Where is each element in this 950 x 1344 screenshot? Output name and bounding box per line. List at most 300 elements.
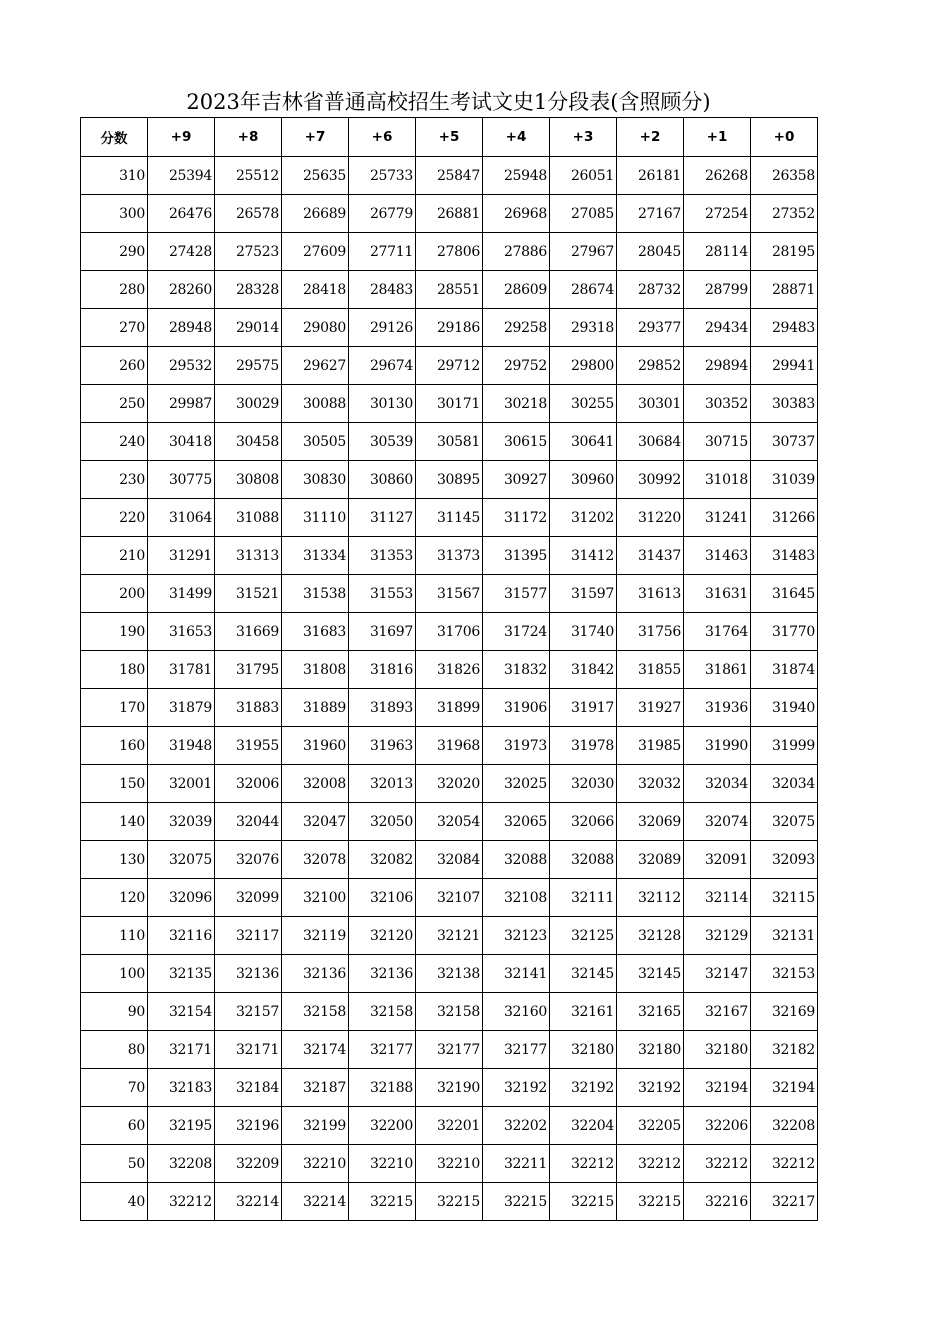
cumulative-count-cell: 29014 — [215, 309, 282, 347]
cumulative-count-cell: 32212 — [617, 1145, 684, 1183]
column-header: +3 — [550, 118, 617, 157]
cumulative-count-cell: 32136 — [282, 955, 349, 993]
cumulative-count-cell: 27085 — [550, 195, 617, 233]
cumulative-count-cell: 32006 — [215, 765, 282, 803]
cumulative-count-cell: 32069 — [617, 803, 684, 841]
cumulative-count-cell: 32188 — [349, 1069, 416, 1107]
cumulative-count-cell: 32054 — [416, 803, 483, 841]
cumulative-count-cell: 32212 — [148, 1183, 215, 1221]
cumulative-count-cell: 31395 — [483, 537, 550, 575]
cumulative-count-cell: 31538 — [282, 575, 349, 613]
table-row — [81, 1107, 818, 1145]
cumulative-count-cell: 32131 — [751, 917, 818, 955]
cumulative-count-cell: 32158 — [282, 993, 349, 1031]
cumulative-count-cell: 32167 — [684, 993, 751, 1031]
cumulative-count-cell: 32177 — [483, 1031, 550, 1069]
cumulative-count-cell: 32089 — [617, 841, 684, 879]
table-row — [81, 689, 818, 727]
cumulative-count-cell: 32013 — [349, 765, 416, 803]
table-row — [81, 1145, 818, 1183]
cumulative-count-cell: 32025 — [483, 765, 550, 803]
cumulative-count-cell: 31521 — [215, 575, 282, 613]
score-cell: 250 — [81, 385, 148, 423]
cumulative-count-cell: 32204 — [550, 1107, 617, 1145]
cumulative-count-cell: 32121 — [416, 917, 483, 955]
cumulative-count-cell: 29532 — [148, 347, 215, 385]
cumulative-count-cell: 32202 — [483, 1107, 550, 1145]
cumulative-count-cell: 32106 — [349, 879, 416, 917]
cumulative-count-cell: 28195 — [751, 233, 818, 271]
cumulative-count-cell: 29377 — [617, 309, 684, 347]
column-header: +5 — [416, 118, 483, 157]
cumulative-count-cell: 32123 — [483, 917, 550, 955]
column-header: +8 — [215, 118, 282, 157]
cumulative-count-cell: 32214 — [282, 1183, 349, 1221]
cumulative-count-cell: 32182 — [751, 1031, 818, 1069]
cumulative-count-cell: 32194 — [684, 1069, 751, 1107]
score-cell: 50 — [81, 1145, 148, 1183]
cumulative-count-cell: 31613 — [617, 575, 684, 613]
score-cell: 100 — [81, 955, 148, 993]
cumulative-count-cell: 31577 — [483, 575, 550, 613]
cumulative-count-cell: 30218 — [483, 385, 550, 423]
score-table — [80, 117, 818, 1221]
cumulative-count-cell: 31291 — [148, 537, 215, 575]
table-row — [81, 1031, 818, 1069]
cumulative-count-cell: 26689 — [282, 195, 349, 233]
cumulative-count-cell: 30029 — [215, 385, 282, 423]
cumulative-count-cell: 31353 — [349, 537, 416, 575]
cumulative-count-cell: 31889 — [282, 689, 349, 727]
table-row — [81, 1069, 818, 1107]
cumulative-count-cell: 28328 — [215, 271, 282, 309]
cumulative-count-cell: 32008 — [282, 765, 349, 803]
cumulative-count-cell: 32099 — [215, 879, 282, 917]
cumulative-count-cell: 31631 — [684, 575, 751, 613]
cumulative-count-cell: 32212 — [550, 1145, 617, 1183]
cumulative-count-cell: 32136 — [215, 955, 282, 993]
cumulative-count-cell: 31826 — [416, 651, 483, 689]
cumulative-count-cell: 31968 — [416, 727, 483, 765]
table-row — [81, 841, 818, 879]
cumulative-count-cell: 32165 — [617, 993, 684, 1031]
score-cell: 130 — [81, 841, 148, 879]
cumulative-count-cell: 32192 — [617, 1069, 684, 1107]
cumulative-count-cell: 29126 — [349, 309, 416, 347]
cumulative-count-cell: 30352 — [684, 385, 751, 423]
cumulative-count-cell: 32161 — [550, 993, 617, 1031]
score-cell: 280 — [81, 271, 148, 309]
column-header: +6 — [349, 118, 416, 157]
cumulative-count-cell: 30458 — [215, 423, 282, 461]
cumulative-count-cell: 32160 — [483, 993, 550, 1031]
column-header: +9 — [148, 118, 215, 157]
cumulative-count-cell: 32078 — [282, 841, 349, 879]
cumulative-count-cell: 31874 — [751, 651, 818, 689]
cumulative-count-cell: 32171 — [215, 1031, 282, 1069]
cumulative-count-cell: 32195 — [148, 1107, 215, 1145]
score-cell: 150 — [81, 765, 148, 803]
header-row — [81, 118, 818, 157]
cumulative-count-cell: 32154 — [148, 993, 215, 1031]
table-row — [81, 347, 818, 385]
cumulative-count-cell: 31893 — [349, 689, 416, 727]
cumulative-count-cell: 32214 — [215, 1183, 282, 1221]
page-title: 2023年吉林省普通高校招生考试文史1分段表(含照顾分) — [186, 90, 711, 114]
cumulative-count-cell: 29186 — [416, 309, 483, 347]
cumulative-count-cell: 32192 — [483, 1069, 550, 1107]
cumulative-count-cell: 32125 — [550, 917, 617, 955]
cumulative-count-cell: 26881 — [416, 195, 483, 233]
cumulative-count-cell: 31683 — [282, 613, 349, 651]
cumulative-count-cell: 30830 — [282, 461, 349, 499]
cumulative-count-cell: 32200 — [349, 1107, 416, 1145]
cumulative-count-cell: 28871 — [751, 271, 818, 309]
cumulative-count-cell: 28609 — [483, 271, 550, 309]
cumulative-count-cell: 32114 — [684, 879, 751, 917]
cumulative-count-cell: 32115 — [751, 879, 818, 917]
table-row — [81, 385, 818, 423]
cumulative-count-cell: 29800 — [550, 347, 617, 385]
score-cell: 70 — [81, 1069, 148, 1107]
cumulative-count-cell: 32158 — [416, 993, 483, 1031]
score-cell: 210 — [81, 537, 148, 575]
score-cell: 200 — [81, 575, 148, 613]
cumulative-count-cell: 27609 — [282, 233, 349, 271]
score-cell: 60 — [81, 1107, 148, 1145]
score-cell: 170 — [81, 689, 148, 727]
cumulative-count-cell: 28799 — [684, 271, 751, 309]
table-row — [81, 537, 818, 575]
cumulative-count-cell: 32215 — [416, 1183, 483, 1221]
cumulative-count-cell: 31756 — [617, 613, 684, 651]
table-row — [81, 879, 818, 917]
cumulative-count-cell: 32145 — [550, 955, 617, 993]
cumulative-count-cell: 27352 — [751, 195, 818, 233]
cumulative-count-cell: 32030 — [550, 765, 617, 803]
cumulative-count-cell: 29258 — [483, 309, 550, 347]
cumulative-count-cell: 32192 — [550, 1069, 617, 1107]
table-row — [81, 423, 818, 461]
cumulative-count-cell: 31940 — [751, 689, 818, 727]
cumulative-count-cell: 29575 — [215, 347, 282, 385]
cumulative-count-cell: 31963 — [349, 727, 416, 765]
cumulative-count-cell: 32117 — [215, 917, 282, 955]
cumulative-count-cell: 32034 — [684, 765, 751, 803]
column-header: +7 — [282, 118, 349, 157]
cumulative-count-cell: 27254 — [684, 195, 751, 233]
cumulative-count-cell: 27806 — [416, 233, 483, 271]
cumulative-count-cell: 26358 — [751, 157, 818, 195]
table-body — [81, 157, 818, 1221]
cumulative-count-cell: 32111 — [550, 879, 617, 917]
cumulative-count-cell: 31706 — [416, 613, 483, 651]
cumulative-count-cell: 32177 — [349, 1031, 416, 1069]
score-cell: 220 — [81, 499, 148, 537]
table-row — [81, 271, 818, 309]
cumulative-count-cell: 26578 — [215, 195, 282, 233]
score-cell: 110 — [81, 917, 148, 955]
cumulative-count-cell: 32210 — [349, 1145, 416, 1183]
cumulative-count-cell: 29318 — [550, 309, 617, 347]
cumulative-count-cell: 29712 — [416, 347, 483, 385]
cumulative-count-cell: 31740 — [550, 613, 617, 651]
cumulative-count-cell: 30808 — [215, 461, 282, 499]
cumulative-count-cell: 29434 — [684, 309, 751, 347]
table-row — [81, 765, 818, 803]
cumulative-count-cell: 26181 — [617, 157, 684, 195]
cumulative-count-cell: 30860 — [349, 461, 416, 499]
table-row — [81, 195, 818, 233]
cumulative-count-cell: 31266 — [751, 499, 818, 537]
table-row — [81, 575, 818, 613]
cumulative-count-cell: 26476 — [148, 195, 215, 233]
cumulative-count-cell: 31553 — [349, 575, 416, 613]
cumulative-count-cell: 32116 — [148, 917, 215, 955]
cumulative-count-cell: 32082 — [349, 841, 416, 879]
cumulative-count-cell: 32147 — [684, 955, 751, 993]
cumulative-count-cell: 30775 — [148, 461, 215, 499]
cumulative-count-cell: 28260 — [148, 271, 215, 309]
cumulative-count-cell: 31483 — [751, 537, 818, 575]
cumulative-count-cell: 31039 — [751, 461, 818, 499]
cumulative-count-cell: 30301 — [617, 385, 684, 423]
cumulative-count-cell: 29987 — [148, 385, 215, 423]
score-cell: 300 — [81, 195, 148, 233]
cumulative-count-cell: 31978 — [550, 727, 617, 765]
cumulative-count-cell: 32128 — [617, 917, 684, 955]
score-cell: 230 — [81, 461, 148, 499]
cumulative-count-cell: 31948 — [148, 727, 215, 765]
cumulative-count-cell: 32212 — [751, 1145, 818, 1183]
cumulative-count-cell: 32171 — [148, 1031, 215, 1069]
cumulative-count-cell: 30171 — [416, 385, 483, 423]
cumulative-count-cell: 32212 — [684, 1145, 751, 1183]
cumulative-count-cell: 25394 — [148, 157, 215, 195]
cumulative-count-cell: 32210 — [282, 1145, 349, 1183]
cumulative-count-cell: 32075 — [148, 841, 215, 879]
cumulative-count-cell: 32157 — [215, 993, 282, 1031]
cumulative-count-cell: 31499 — [148, 575, 215, 613]
cumulative-count-cell: 31764 — [684, 613, 751, 651]
cumulative-count-cell: 32107 — [416, 879, 483, 917]
cumulative-count-cell: 25847 — [416, 157, 483, 195]
cumulative-count-cell: 32180 — [550, 1031, 617, 1069]
cumulative-count-cell: 31018 — [684, 461, 751, 499]
cumulative-count-cell: 32044 — [215, 803, 282, 841]
score-cell: 140 — [81, 803, 148, 841]
cumulative-count-cell: 32088 — [483, 841, 550, 879]
cumulative-count-cell: 27967 — [550, 233, 617, 271]
cumulative-count-cell: 32141 — [483, 955, 550, 993]
cumulative-count-cell: 30684 — [617, 423, 684, 461]
cumulative-count-cell: 32153 — [751, 955, 818, 993]
cumulative-count-cell: 32217 — [751, 1183, 818, 1221]
table-row — [81, 955, 818, 993]
cumulative-count-cell: 29674 — [349, 347, 416, 385]
score-cell: 310 — [81, 157, 148, 195]
cumulative-count-cell: 31770 — [751, 613, 818, 651]
cumulative-count-cell: 32138 — [416, 955, 483, 993]
cumulative-count-cell: 32206 — [684, 1107, 751, 1145]
cumulative-count-cell: 29752 — [483, 347, 550, 385]
cumulative-count-cell: 31960 — [282, 727, 349, 765]
cumulative-count-cell: 32183 — [148, 1069, 215, 1107]
cumulative-count-cell: 32020 — [416, 765, 483, 803]
table-row — [81, 613, 818, 651]
cumulative-count-cell: 27428 — [148, 233, 215, 271]
cumulative-count-cell: 32177 — [416, 1031, 483, 1069]
cumulative-count-cell: 31990 — [684, 727, 751, 765]
cumulative-count-cell: 28114 — [684, 233, 751, 271]
table-row — [81, 157, 818, 195]
cumulative-count-cell: 27523 — [215, 233, 282, 271]
column-header: +0 — [751, 118, 818, 157]
cumulative-count-cell: 25512 — [215, 157, 282, 195]
cumulative-count-cell: 31172 — [483, 499, 550, 537]
cumulative-count-cell: 28948 — [148, 309, 215, 347]
cumulative-count-cell: 29627 — [282, 347, 349, 385]
cumulative-count-cell: 29080 — [282, 309, 349, 347]
cumulative-count-cell: 29894 — [684, 347, 751, 385]
cumulative-count-cell: 31724 — [483, 613, 550, 651]
cumulative-count-cell: 31899 — [416, 689, 483, 727]
cumulative-count-cell: 32001 — [148, 765, 215, 803]
cumulative-count-cell: 31781 — [148, 651, 215, 689]
cumulative-count-cell: 32216 — [684, 1183, 751, 1221]
cumulative-count-cell: 31110 — [282, 499, 349, 537]
cumulative-count-cell: 32209 — [215, 1145, 282, 1183]
cumulative-count-cell: 31795 — [215, 651, 282, 689]
cumulative-count-cell: 29483 — [751, 309, 818, 347]
cumulative-count-cell: 31127 — [349, 499, 416, 537]
cumulative-count-cell: 28674 — [550, 271, 617, 309]
cumulative-count-cell: 32187 — [282, 1069, 349, 1107]
cumulative-count-cell: 31373 — [416, 537, 483, 575]
cumulative-count-cell: 31855 — [617, 651, 684, 689]
table-row — [81, 727, 818, 765]
score-cell: 260 — [81, 347, 148, 385]
cumulative-count-cell: 32050 — [349, 803, 416, 841]
cumulative-count-cell: 31241 — [684, 499, 751, 537]
cumulative-count-cell: 31955 — [215, 727, 282, 765]
cumulative-count-cell: 30992 — [617, 461, 684, 499]
table-row — [81, 233, 818, 271]
cumulative-count-cell: 32129 — [684, 917, 751, 955]
cumulative-count-cell: 32084 — [416, 841, 483, 879]
cumulative-count-cell: 32034 — [751, 765, 818, 803]
cumulative-count-cell: 32215 — [617, 1183, 684, 1221]
cumulative-count-cell: 26968 — [483, 195, 550, 233]
cumulative-count-cell: 32039 — [148, 803, 215, 841]
cumulative-count-cell: 32158 — [349, 993, 416, 1031]
cumulative-count-cell: 31985 — [617, 727, 684, 765]
cumulative-count-cell: 31220 — [617, 499, 684, 537]
score-cell: 160 — [81, 727, 148, 765]
cumulative-count-cell: 30960 — [550, 461, 617, 499]
cumulative-count-cell: 31463 — [684, 537, 751, 575]
cumulative-count-cell: 32180 — [617, 1031, 684, 1069]
cumulative-count-cell: 30927 — [483, 461, 550, 499]
cumulative-count-cell: 32076 — [215, 841, 282, 879]
cumulative-count-cell: 32205 — [617, 1107, 684, 1145]
table-row — [81, 309, 818, 347]
cumulative-count-cell: 32032 — [617, 765, 684, 803]
score-cell: 80 — [81, 1031, 148, 1069]
cumulative-count-cell: 32075 — [751, 803, 818, 841]
cumulative-count-cell: 31879 — [148, 689, 215, 727]
cumulative-count-cell: 27167 — [617, 195, 684, 233]
table-row — [81, 993, 818, 1031]
cumulative-count-cell: 32190 — [416, 1069, 483, 1107]
cumulative-count-cell: 31437 — [617, 537, 684, 575]
cumulative-count-cell: 31145 — [416, 499, 483, 537]
cumulative-count-cell: 28732 — [617, 271, 684, 309]
cumulative-count-cell: 31697 — [349, 613, 416, 651]
cumulative-count-cell: 32201 — [416, 1107, 483, 1145]
cumulative-count-cell: 32088 — [550, 841, 617, 879]
cumulative-count-cell: 31202 — [550, 499, 617, 537]
table-row — [81, 803, 818, 841]
cumulative-count-cell: 28483 — [349, 271, 416, 309]
cumulative-count-cell: 32136 — [349, 955, 416, 993]
cumulative-count-cell: 25733 — [349, 157, 416, 195]
cumulative-count-cell: 32135 — [148, 955, 215, 993]
cumulative-count-cell: 28418 — [282, 271, 349, 309]
cumulative-count-cell: 26268 — [684, 157, 751, 195]
cumulative-count-cell: 27711 — [349, 233, 416, 271]
cumulative-count-cell: 31064 — [148, 499, 215, 537]
cumulative-count-cell: 28045 — [617, 233, 684, 271]
cumulative-count-cell: 31842 — [550, 651, 617, 689]
cumulative-count-cell: 31088 — [215, 499, 282, 537]
cumulative-count-cell: 32169 — [751, 993, 818, 1031]
cumulative-count-cell: 32215 — [483, 1183, 550, 1221]
cumulative-count-cell: 31917 — [550, 689, 617, 727]
score-cell: 180 — [81, 651, 148, 689]
cumulative-count-cell: 30715 — [684, 423, 751, 461]
cumulative-count-cell: 32210 — [416, 1145, 483, 1183]
column-header: +2 — [617, 118, 684, 157]
cumulative-count-cell: 31567 — [416, 575, 483, 613]
table-row — [81, 917, 818, 955]
cumulative-count-cell: 31597 — [550, 575, 617, 613]
cumulative-count-cell: 32112 — [617, 879, 684, 917]
cumulative-count-cell: 31412 — [550, 537, 617, 575]
cumulative-count-cell: 32119 — [282, 917, 349, 955]
cumulative-count-cell: 31653 — [148, 613, 215, 651]
score-cell: 270 — [81, 309, 148, 347]
cumulative-count-cell: 32120 — [349, 917, 416, 955]
cumulative-count-cell: 31999 — [751, 727, 818, 765]
cumulative-count-cell: 32093 — [751, 841, 818, 879]
cumulative-count-cell: 30641 — [550, 423, 617, 461]
cumulative-count-cell: 32211 — [483, 1145, 550, 1183]
cumulative-count-cell: 25635 — [282, 157, 349, 195]
score-cell: 40 — [81, 1183, 148, 1221]
score-cell: 290 — [81, 233, 148, 271]
table-row — [81, 651, 818, 689]
cumulative-count-cell: 32194 — [751, 1069, 818, 1107]
cumulative-count-cell: 30130 — [349, 385, 416, 423]
cumulative-count-cell: 31669 — [215, 613, 282, 651]
cumulative-count-cell: 26779 — [349, 195, 416, 233]
cumulative-count-cell: 32065 — [483, 803, 550, 841]
cumulative-count-cell: 27886 — [483, 233, 550, 271]
cumulative-count-cell: 32145 — [617, 955, 684, 993]
cumulative-count-cell: 32196 — [215, 1107, 282, 1145]
cumulative-count-cell: 30615 — [483, 423, 550, 461]
